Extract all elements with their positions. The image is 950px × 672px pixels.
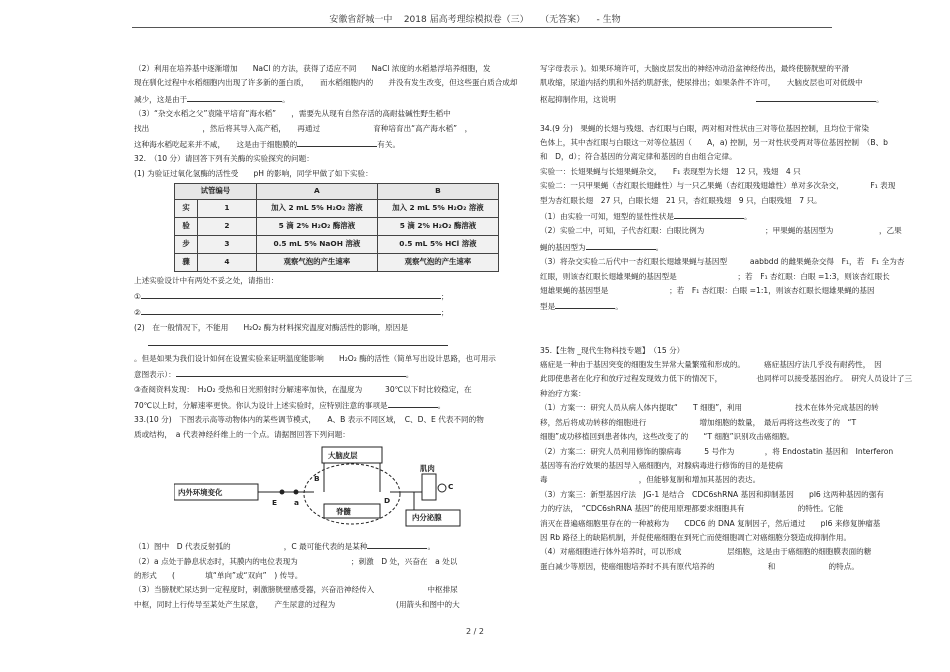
q31-2-line2: 现在驯化过程中水稻细胞内出现了许多新的蛋白质， 而水稻细胞内的 并没有发生改变，但这些蛋白质合成却 [134, 78, 518, 88]
q34-line6: 型为杏红眼长翅 27 只，白眼长翅 21 只，杏红眼残翅 9 只，白眼残翅 7 只。 [540, 195, 822, 205]
q33-3-line1: （3）当膀胱贮尿达到一定程度时，刺激膀胱壁感受器，兴奋沿神经传入 中枢排尿 [134, 585, 458, 595]
q32-2-blank [134, 335, 499, 351]
label-brain-cortex: 大脑皮层 [328, 451, 358, 461]
q32-part1: (1) 为验证过氧化氢酶的活性受 pH 的影响，同学甲做了如下实验： [134, 168, 373, 178]
page-number: 2 / 2 [466, 627, 484, 636]
answer-blank [388, 397, 438, 408]
q33-heading-line1: 33.(10 分) 下图表示高等动物体内的某些调节模式， A、B 表示不同区域， C、D、E 代表不同的物 [134, 415, 484, 425]
table-side-label: 步 [175, 235, 198, 253]
q35-4-line2: 蛋白减少等原因，使癌细胞培养时不具有原代培养的 和 的特点。 [540, 561, 859, 571]
table-cell: 加入 2 mL 5% H₂O₂ 溶液 [377, 199, 498, 217]
label-b: B [314, 474, 320, 484]
q31-2-line3: 减少，这是由于 。 [134, 91, 499, 107]
table-side-label: 验 [175, 217, 198, 235]
table-cell: 加入 2 mL 5% H₂O₂ 溶液 [256, 199, 377, 217]
q31-3-line1: （3）“杂交水稻之父”袁隆平培育“海水稻” ，需要先从现有自然存活的高耐盐碱性野生稻中 [134, 109, 451, 119]
q33-cont-line1: 写字母表示 )。如果环境许可，大脑皮层发出的神经冲动沿盆神经传出，最终使膀胱壁的平滑 [540, 64, 850, 73]
table-cell: 4 [198, 253, 257, 271]
q34-line4: 实验一：长翅果蝇与长翅果蝇杂交， F₁ 表现型为长翅 12 只，残翅 4 只 [540, 166, 801, 176]
table-cell: 3 [198, 235, 257, 253]
q32-note: 上述实验设计中有两处不妥之处，请指出： [134, 275, 279, 285]
table-side-label: 实 [175, 199, 198, 217]
q35-intro-line3: 种治疗方案： [540, 388, 586, 398]
answer-blank [756, 91, 876, 102]
right-column [540, 62, 913, 574]
answer-blank [141, 288, 441, 299]
reflex-diagram [174, 444, 514, 536]
header-rule [132, 27, 832, 28]
header-subject: - 生物 [596, 15, 621, 25]
q34-3-line1: （3）将杂交实验二后代中一杏红眼长翅雄果蝇与基因型 aabbdd 的雌果蝇杂交得 F₁，若 F₁ 全为杏 [540, 257, 905, 267]
q31-3-line3: 这种海水稻吃起来并不咸， 这是由于细胞膜的 有关。 [134, 136, 499, 152]
table-header-b: B [377, 184, 498, 199]
table-cell: 0.5 mL 5% NaOH 溶液 [256, 235, 377, 253]
table-cell: 2 [198, 217, 257, 235]
q35-2-line2: 基因等有治疗效果的基因导入癌细胞内，对腺病毒进行修饰的目的是使病 [540, 460, 783, 470]
q33-cont-line3: 枢起抑制作用，这说明 。 [540, 91, 885, 107]
answer-blank [555, 298, 615, 309]
label-point-a: a [294, 498, 299, 508]
q33-heading-line2: 质或结构， a 代表神经纤维上的一个点。请据图回答下列问题： [134, 429, 350, 439]
table-cell: 0.5 mL 5% HCl 溶液 [377, 235, 498, 253]
table-cell: 5 滴 2% H₂O₂ 酶溶液 [256, 217, 377, 235]
q32-heading: 32. （10 分）请回答下列有关酶的实验探究的问题： [134, 154, 314, 164]
q34-3-line2: 红眼，则该杏红眼长翅雄果蝇的基因型是 ；若 F₁ 杏红眼：白眼 =1:3，则该杏红眼长 [540, 271, 890, 281]
label-muscle: 肌肉 [420, 464, 435, 474]
label-c: C [448, 482, 454, 492]
answer-blank [586, 239, 656, 250]
q35-3-line4: 因 Rb 路径上的缺陷机制，并促使癌细胞在到死亡而使细胞凋亡对癌细胞分裂造成抑制作用。 [540, 532, 852, 542]
q32-3-line1: ③查阅资料发现： H₂O₂ 受热和日光照射时分解速率加快，在温度为 30℃以下时比较稳定，在 [134, 384, 472, 394]
q35-3-line2: 力的疗法， “CDC6shRNA 基因”的使用原理都要求细胞具有 的特性。它能 [540, 504, 844, 514]
q33-2-line1: （2）a 点处于静息状态时，其膜内的电位表现为 ；刺激 D 处，兴奋在 a 处以 [134, 556, 458, 566]
answer-blank [187, 91, 282, 102]
q33-3-line2: 中枢，同时上行传导至某处产生尿意， 产生尿意的过程为 (用箭头和图中的大 [134, 599, 460, 609]
label-environment-change: 内外环境变化 [178, 488, 223, 498]
q35-2-line1: （2）方案二：研究人员利用修饰的腺病毒 5 号作为 ，将 Endostatin 基因和 Interferon [540, 446, 894, 456]
label-endocrine-gland: 内分泌腺 [412, 513, 442, 523]
label-e: E [272, 498, 278, 508]
q32-2-line1: (2) 在一般情况下，不能用 H₂O₂ 酶为材料探究温度对酶活性的影响，原因是 [134, 322, 408, 332]
table-cell: 观察气泡的产生速率 [256, 253, 377, 271]
q31-3-line2: 找出 ，然后将其导入高产稻， 再通过 育种培育出“高产海水稻” ， [134, 123, 473, 133]
header-school: 安徽省舒城一中 [329, 15, 393, 25]
q35-4-line1: （4）对癌细胞进行体外培养时，可以形成 层细胞，这是由于癌细胞的细胞膜表面的糖 [540, 547, 872, 557]
answer-blank [148, 335, 448, 346]
label-d: D [384, 496, 391, 506]
header-note: （无答案） [540, 15, 586, 25]
experiment-table [174, 183, 499, 271]
q35-2-line3: 毒 ，但能够复制和增加其基因的表达。 [540, 475, 761, 485]
q35-3-line3: 消灭在普遍癌细胞里存在的一种被称为 CDC6 的 DNA 复制因子，然后通过 pl6 来修复肿瘤基 [540, 518, 881, 528]
answer-blank [367, 538, 427, 549]
q34-2-line2: 蝇的基因型为 。 [540, 239, 885, 255]
q35-intro-line1: 癌症是一种由于基因突变的细胞发生异常大量繁殖和形成的。 癌症基因疗法几乎没有耐药性， 因 [540, 360, 882, 370]
q34-3-line3: 翅雄果蝇的基因型是 ；若 F₁ 杏红眼：白眼 =1:1，则该杏红眼长翅雄果蝇的基因 [540, 286, 875, 296]
table-cell: 1 [198, 199, 257, 217]
q34-line5: 实验二：一只甲果蝇（杏红眼长翅雌性）与一只乙果蝇（杏红眼残翅雄性）单对多次杂交， F₁ 表现 [540, 181, 896, 191]
q35-1-line2: 移，然后将成功转移的细胞进行 增加细胞的数量， 最后再将这些改变了的 “T [540, 417, 857, 427]
header-exam: 2018 届高考理综模拟卷（三） [403, 15, 529, 25]
table-cell: 5 滴 2% H₂O₂ 酶溶液 [377, 217, 498, 235]
q32-blank1: ① ； [134, 288, 499, 304]
table-side-label: 骤 [175, 253, 198, 271]
q32-2-line3: 意图表示）： 。 [134, 366, 499, 382]
q33-1: （1）图中 D 代表反射弧的 ，C 最可能代表的是某种 。 [134, 538, 499, 554]
q34-1: （1）由实验一可知，翅型的显性性状是 。 [540, 208, 885, 224]
q35-heading: 35.【生物 _现代生物科技专题】 （15 分） [540, 345, 685, 355]
q34-line2: 色体上，其中杏红眼与白眼这一对等位基因（ A，a) 控制，另一对性状受两对等位基因控制 （B、b [540, 138, 888, 148]
q32-blank2: ② ； [134, 304, 499, 320]
left-column [134, 62, 518, 612]
spacer [540, 315, 885, 329]
table-row [175, 199, 499, 217]
q32-3-line2: 70℃以上时，分解速率更快。你认为设计上述实验时，应特别注意的事项是 。 [134, 397, 499, 413]
q35-1-line1: （1）方案一：研究人员从病人体内提取“ T 细胞”，利用 技术在体外完成基因的转 [540, 403, 879, 413]
q33-2-line2: 的形式 ( 填“单向”或“双向” ) 传导。 [134, 570, 303, 580]
q31-2-line1: （2）利用在培养基中逐渐增加 NaCl 的方法，获得了适应不同 NaCl 浓度的水稻悬浮培养细胞，发 [134, 64, 491, 73]
q32-2-line2: 。但是如果为我们设计如何在设置实验来证明温度能影响 H₂O₂ 酶的活性（简单写出设计思路，也可用示 [134, 353, 496, 363]
q34-line1: 34.(9 分) 果蝇的长翅与残翅、杏红眼与白眼，两对相对性状由三对等位基因控制，且均位于常染 [540, 123, 869, 133]
table-cell: 观察气泡的产生速率 [377, 253, 498, 271]
table-row [175, 253, 499, 271]
q34-2-line1: （2）实验二中，可知，子代杏红眼：白眼比例为 ；甲果蝇的基因型为 ，乙果 [540, 226, 902, 236]
q35-1-line3: 细胞”成功移植回到患者体内，这些改变了的 “T 细胞”识别攻击癌细胞。 [540, 432, 795, 442]
spacer [540, 329, 885, 343]
table-header-row [175, 184, 499, 199]
answer-blank [141, 304, 441, 315]
q35-intro-line2: 此即使患者在化疗和放疗过程发现效力低下的情况下， 也同样可以接受基因治疗。 研究人员设计了三 [540, 374, 913, 384]
answer-blank [674, 208, 744, 219]
q35-3-line1: （3）方案三：新型基因疗法 JG-1 是结合 CDC6shRNA 基因和抑制基因 pl6 这两种基因的强有 [540, 489, 884, 499]
q34-line3: 和 D，d）；符合基因的分离定律和基因的自由组合定律。 [540, 152, 737, 162]
q33-cont-line2: 肌收缩，尿道内括约肌和外括约肌舒张，使尿排出；如果条件不许可， 大脑皮层也可对低级中 [540, 78, 863, 88]
table-row [175, 217, 499, 235]
table-row [175, 235, 499, 253]
page-header [0, 12, 950, 25]
table-header-a: A [256, 184, 377, 199]
table-header-id: 试管编号 [175, 184, 257, 199]
label-spinal-cord: 脊髓 [336, 507, 351, 517]
spacer [540, 107, 885, 121]
answer-blank [297, 136, 377, 147]
answer-blank [176, 366, 406, 377]
q34-3-line4: 型是 。 [540, 298, 885, 314]
